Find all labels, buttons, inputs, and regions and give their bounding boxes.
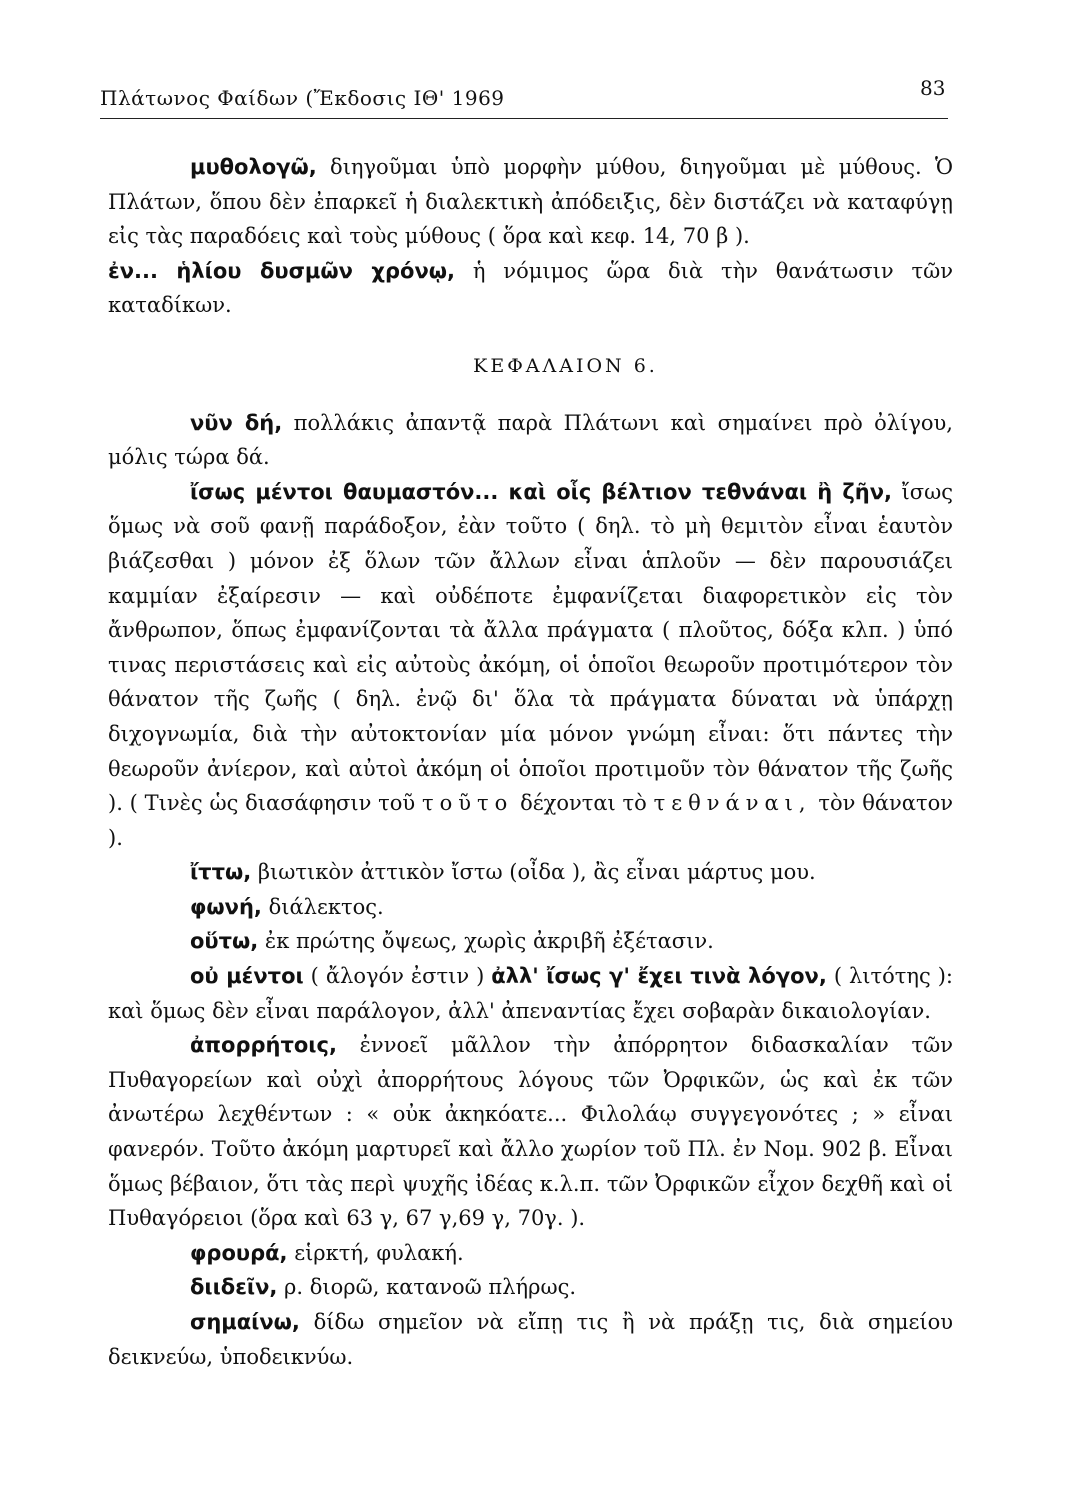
entry-text: ἴσως ὅμως νὰ σοῦ φανῇ παράδοξον, ἐὰν τοῦτο ( δηλ. τὸ μὴ θεμιτὸν εἶναι ἑαυτὸν βιάζεσθαι ) μόνον ἐξ ὅλων τῶν ἄλλων εἶναι ἁπλοῦν — δὲν παρουσιάζει καμμίαν ἐξαίρεσιν — καὶ οὐδέποτε ἐμφανίζεται διαφορετικὸν εἰς τὸν ἄνθρωπον, ὅπως ἐμφανίζονται τὰ ἄλλα πράγματα ( πλοῦτος, δόξα κλπ. ) ὑπό τινας περιστάσεις καὶ εἰς αὐτοὺς ἀκόμη, οἱ ὁποῖοι θεωροῦν προτιμότερον τὸν θάνατον τῆς ζωῆς ( δηλ. ἐνῷ δι' ὅλα τὰ πράγματα δύναται νὰ ὑπάρχῃ διχογνωμία, διὰ τὴν αὐτοκτονίαν μία μόνον γνώμη εἶναι: ὅτι πάντες τὴν θεωροῦν ἀνίερον, καὶ αὐτοὶ ἀκόμη οἱ ὁποῖοι προτιμοῦν τὸν θάνατον τῆς ζωῆς ). ( Τινὲς ὡς διασάφησιν τοῦ	[108, 479, 953, 816]
page-number: 83	[920, 76, 946, 100]
entry-text: διάλεκτος.	[261, 894, 384, 919]
entry-term: νῦν δή,	[190, 410, 283, 435]
entry-phone	[108, 890, 953, 925]
entry-mythologo	[108, 150, 953, 254]
entry-text: δίδω σημεῖον νὰ εἴπῃ τις ἢ νὰ πράξῃ τις, διὰ σημείου δεικνεύω, ὑποδεικνύω.	[108, 1310, 953, 1369]
spaced-word: τεθνάναι,	[653, 791, 812, 816]
entry-nyn-de	[108, 406, 953, 475]
entry-term: οὐ μέντοι	[190, 964, 304, 989]
commentary-body	[108, 150, 953, 1374]
entry-term: φρουρά,	[190, 1240, 288, 1265]
entry-en-heliou	[108, 254, 953, 323]
entry-term: ἴττω,	[190, 860, 252, 885]
entry-term: οὕτω,	[190, 929, 259, 954]
entry-semaino	[108, 1305, 953, 1374]
entry-term: φωνή,	[190, 894, 262, 919]
entry-term: ἀπορρήτοις,	[190, 1033, 337, 1058]
entry-term: διιδεῖν,	[190, 1275, 278, 1300]
entry-text: διηγοῦμαι ὑπὸ μορφὴν μύθου, διηγοῦμαι μὲ μύθους. Ὁ Πλάτων, ὅπου δὲν ἐπαρκεῖ ἡ διαλεκτικὴ ἀπόδειξις, δὲν διστάζει νὰ καταφύγῃ εἰς τὰς παραδόεις καὶ τοὺς μύθους ( ὅρα καὶ κεφ. 14, 70 β ).	[108, 155, 953, 249]
entry-term: μυθολογῶ,	[190, 155, 317, 179]
entry-aporretois	[108, 1028, 953, 1236]
entry-isos-mentoi	[108, 475, 953, 856]
entry-houto	[108, 924, 953, 959]
entry-term: ἀλλ' ἴσως γ' ἔχει τινὰ λόγον,	[491, 964, 827, 989]
entry-text: δέχονται τὸ	[513, 791, 654, 816]
entry-text: ( ἄλογόν ἐστιν )	[303, 964, 492, 989]
spaced-word: τοῦτο	[421, 791, 514, 816]
entry-text: εἱρκτή, φυλακή.	[287, 1240, 464, 1265]
entry-text: ἡ νόμιμος ὥρα διὰ τὴν θανάτωσιν τῶν καταδίκων.	[108, 258, 954, 318]
entry-ou-mentoi	[108, 959, 953, 1028]
entry-diidein	[108, 1270, 953, 1305]
entry-text: ἐννοεῖ μᾶλλον τὴν ἀπόρρητον διδασκαλίαν τῶν Πυθαγορείων καὶ οὐχὶ ἀπορρήτους λόγους τῶν Ὀρφικῶν, ὡς καὶ ἐκ τῶν ἀνωτέρω λεχθέντων : « οὐκ ἀκηκόατε... Φιλολάῳ συγγεγονότες ; » εἶναι φανερόν. Τοῦτο ἀκόμη μαρτυρεῖ καὶ ἄλλο χωρίον τοῦ Πλ. ἐν Νομ. 902 β. Εἶναι ὅμως βέβαιον, ὅτι τὰς περὶ ψυχῆς ἰδέας κ.λ.π. τῶν Ὀρφικῶν εἶχον δεχθῆ καὶ οἱ Πυθαγόρειοι (ὅρα καὶ 63 γ, 67 γ,69 γ, 70γ. ).	[108, 1033, 953, 1231]
header-rule	[100, 118, 948, 119]
entry-phroura	[108, 1236, 953, 1271]
entry-text: πολλάκις ἀπαντᾷ παρὰ Πλάτωνι καὶ σημαίνει πρὸ ὀλίγου, μόλις τώρα δά.	[108, 410, 953, 470]
running-title: Πλάτωνος Φαίδων (Ἔκδοσις ΙΘ' 1969	[100, 86, 505, 110]
entry-term: ἐν... ἡλίου δυσμῶν χρόνῳ,	[108, 258, 455, 283]
entry-text: ( λιτότης ): καὶ ὅμως δὲν εἶναι παράλογον, ἀλλ' ἀπεναντίας ἔχει σοβαρὰν δικαιολογίαν.	[108, 964, 953, 1023]
entry-term: ἴσως μέντοι θαυμαστόν... καὶ οἷς βέλτιον τεθνάναι ἢ ζῆν,	[190, 479, 892, 504]
entry-text: βιωτικὸν ἀττικὸν ἴστω (οἶδα ), ἂς εἶναι μάρτυς μου.	[251, 860, 816, 885]
chapter-heading: ΚΕΦΑΛΑΙΟΝ 6.	[473, 354, 658, 377]
entry-term: σημαίνω,	[190, 1310, 300, 1334]
entry-text: τὸν θάνατον ).	[108, 791, 953, 850]
entry-itto	[108, 855, 953, 890]
entry-text: ἐκ πρώτης ὄψεως, χωρὶς ἀκριβῆ ἐξέτασιν.	[258, 929, 714, 954]
entry-text: ρ. διορῶ, κατανοῶ πλήρως.	[277, 1275, 576, 1300]
